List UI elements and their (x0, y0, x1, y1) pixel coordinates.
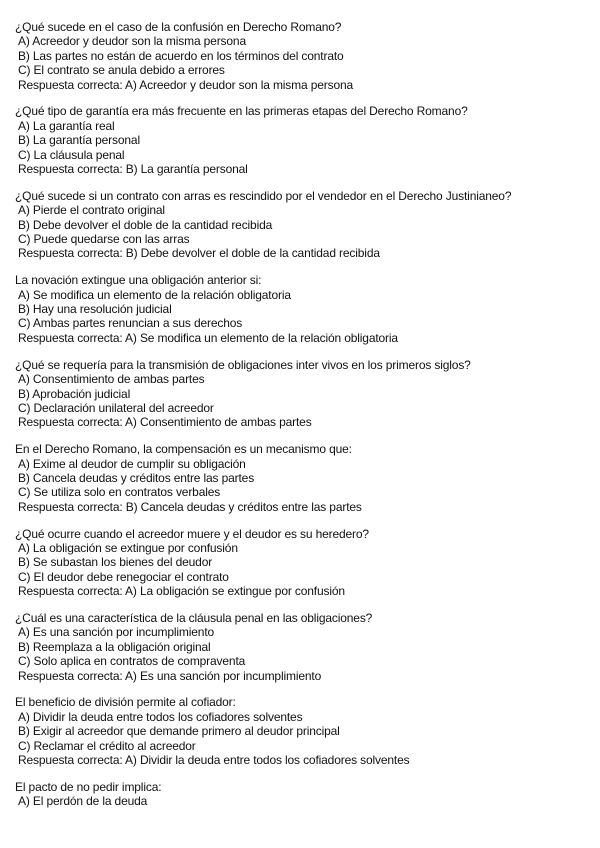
question-text: ¿Qué se requería para la transmisión de obligaciones inter vivos en los primeros siglos? (15, 357, 471, 372)
question-block (15, 104, 600, 176)
answer-option: A) Se modifica un elemento de la relación obligatoria (18, 287, 291, 302)
answer-option: C) Se utiliza solo en contratos verbales (18, 485, 221, 500)
answer-option: B) Cancela deudas y créditos entre las partes (18, 470, 255, 485)
document-body (0, 20, 600, 821)
question-text: ¿Cuál es una característica de la cláusula penal en las obligaciones? (15, 610, 373, 625)
question-text: ¿Qué ocurre cuando el acreedor muere y el deudor es su heredero? (15, 526, 369, 541)
correct-answer: Respuesta correcta: A) Acreedor y deudor son la misma persona (18, 77, 354, 92)
question-block (15, 611, 600, 683)
answer-option: B) Se subastan los bienes del deudor (18, 555, 213, 570)
correct-answer: Respuesta correcta: B) Debe devolver el doble de la cantidad recibida (18, 246, 380, 261)
question-block (15, 695, 600, 767)
answer-option: C) Reclamar el crédito al acreedor (18, 738, 196, 753)
answer-option: C) Solo aplica en contratos de compraventa (18, 654, 246, 669)
question-text: En el Derecho Romano, la compensación es un mecanismo que: (15, 442, 352, 457)
answer-option: C) El contrato se anula debido a errores (18, 63, 225, 78)
question-text: La novación extingue una obligación anterior si: (15, 273, 262, 288)
answer-option: C) Ambas partes renuncian a sus derechos (18, 316, 243, 331)
correct-answer: Respuesta correcta: A) Consentimiento de ambas partes (18, 415, 312, 430)
question-block (15, 442, 600, 514)
question-text: ¿Qué sucede en el caso de la confusión en Derecho Romano? (15, 20, 342, 34)
answer-option: A) La garantía real (18, 118, 115, 133)
question-block (15, 780, 600, 809)
answer-option: A) Dividir la deuda entre todos los cofiadores solventes (18, 709, 303, 724)
question-block (15, 273, 600, 345)
question-text: El beneficio de división permite al cofiador: (15, 695, 236, 710)
question-text: ¿Qué tipo de garantía era más frecuente en las primeras etapas del Derecho Romano? (15, 104, 468, 119)
question-block (15, 189, 600, 261)
answer-option: A) Es una sanción por incumplimiento (18, 625, 215, 640)
correct-answer: Respuesta correcta: B) La garantía personal (18, 162, 248, 177)
question-text: El pacto de no pedir implica: (15, 779, 162, 794)
correct-answer: Respuesta correcta: B) Cancela deudas y créditos entre las partes (18, 499, 362, 514)
answer-option: A) La obligación se extingue por confusión (18, 540, 238, 555)
answer-option: B) Debe devolver el doble de la cantidad recibida (18, 217, 273, 232)
answer-option: B) Aprobación judicial (18, 386, 131, 401)
answer-option: B) Reemplaza a la obligación original (18, 639, 211, 654)
correct-answer: Respuesta correcta: A) Se modifica un elemento de la relación obligatoria (18, 330, 398, 345)
answer-option: B) La garantía personal (18, 133, 140, 148)
question-text: ¿Qué sucede si un contrato con arras es rescindido por el vendedor en el Derecho Justinianeo? (15, 188, 512, 203)
answer-option: A) Acreedor y deudor son la misma persona (18, 34, 246, 49)
correct-answer: Respuesta correcta: A) Es una sanción por incumplimiento (18, 668, 322, 683)
answer-option: A) El perdón de la deuda (18, 794, 148, 809)
question-block (15, 527, 600, 599)
question-block (15, 20, 600, 92)
answer-option: A) Pierde el contrato original (18, 203, 165, 218)
answer-option: B) Las partes no están de acuerdo en los términos del contrato (18, 48, 344, 63)
answer-option: C) El deudor debe renegociar el contrato (18, 569, 229, 584)
correct-answer: Respuesta correcta: A) La obligación se extingue por confusión (18, 584, 345, 599)
answer-option: C) Puede quedarse con las arras (18, 232, 190, 247)
correct-answer: Respuesta correcta: A) Dividir la deuda entre todos los cofiadores solventes (18, 753, 410, 767)
question-block (15, 358, 600, 430)
answer-option: C) Declaración unilateral del acreedor (18, 400, 214, 415)
answer-option: B) Hay una resolución judicial (18, 302, 172, 317)
answer-option: B) Exigir al acreedor que demande primero al deudor principal (18, 724, 340, 739)
answer-option: C) La cláusula penal (18, 147, 125, 162)
answer-option: A) Consentimiento de ambas partes (18, 372, 205, 387)
answer-option: A) Exime al deudor de cumplir su obligación (18, 456, 246, 471)
